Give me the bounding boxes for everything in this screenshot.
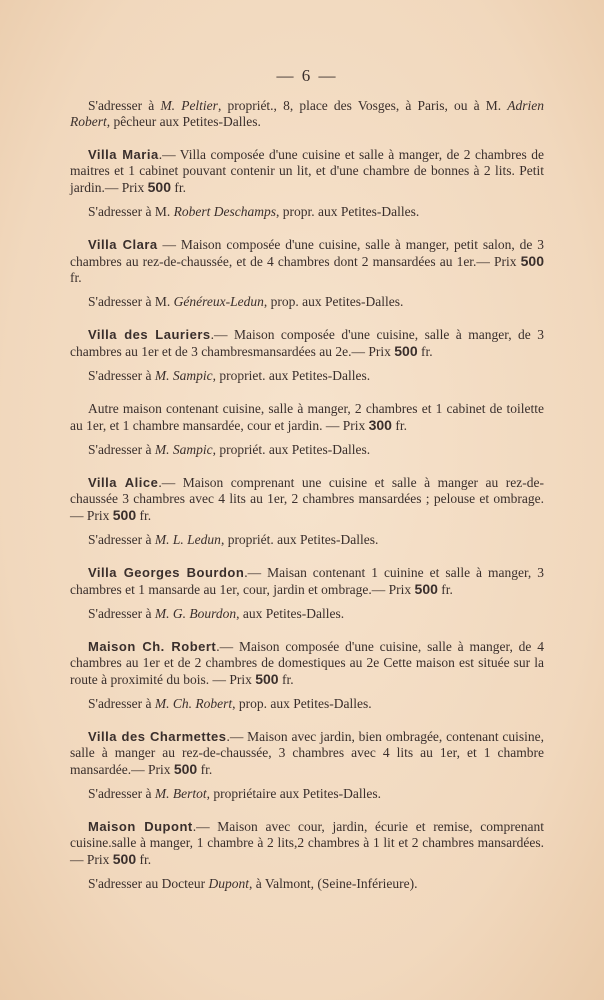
listing-contact [70, 606, 544, 622]
listing-description [70, 237, 544, 286]
listing-contact [70, 442, 544, 458]
contact-name: Dupont [208, 876, 250, 891]
listing-entry [70, 639, 544, 712]
contact-suffix: , aux Petites-Dalles. [236, 606, 345, 621]
listing-description [70, 327, 544, 360]
contact-prefix: S'adresser à M. [88, 204, 174, 219]
listing-price: 500 [255, 671, 279, 687]
listing-text: .— Maison avec jardin, bien ombragée, contenant cuisine, salle à manger au rez-de-chaussée, 3 chambres avec 4 lits au 1er, et 1 chambre mansardée.— Prix [70, 729, 544, 777]
listing-contact [70, 876, 544, 892]
listing-price: 500 [112, 507, 137, 523]
contact-prefix: S'adresser au Docteur [88, 876, 209, 891]
price-unit: fr. [417, 344, 433, 359]
owner-name: Adrien Robert [70, 98, 544, 129]
price-unit: fr. [278, 672, 294, 687]
contact-suffix: , propriét. aux Petites-Dalles. [220, 532, 379, 547]
contact-prefix: S'adresser à [88, 368, 155, 383]
owner-name: M. Peltier [160, 98, 218, 113]
price-unit: fr. [391, 418, 407, 433]
listing-price: 500 [173, 761, 198, 777]
contact-name: M. L. Ledun [154, 532, 221, 547]
listing-title: Villa Alice [88, 475, 159, 490]
listing-price: 500 [394, 343, 418, 359]
listing-text: .— Maison avec cour, jardin, écurie et remise, comprenant cuisine.salle à manger, 1 chambre à 2 lits,2 chambres à 1 lit et 2 chambres mansardées. — Prix [70, 819, 544, 867]
listing-entry [70, 565, 544, 622]
contact-prefix: S'adresser à [88, 786, 155, 801]
contact-name: M. Sampic [154, 442, 213, 457]
listing-contact [70, 696, 544, 712]
listing-contact [70, 294, 544, 310]
listing-entry [70, 237, 544, 310]
listing-description [70, 475, 544, 524]
price-unit: fr. [197, 762, 213, 777]
contact-name: Robert Deschamps [173, 204, 277, 219]
listing-price: 500 [147, 179, 171, 195]
entry-gap [70, 220, 544, 237]
listing-description [70, 639, 544, 688]
listing-contact [70, 786, 544, 802]
listing-price: 300 [368, 417, 392, 433]
listing-text: .— Maison composée d'une cuisine, salle à manger, de 3 chambres au 1er et de 3 chambresmansardées au 2e.— Prix [70, 327, 544, 359]
listing-title: Villa des Lauriers [88, 327, 211, 342]
entry-gap [70, 548, 544, 565]
listing-contact [70, 368, 544, 384]
listing-entry [70, 819, 544, 892]
entry-gap [70, 130, 544, 147]
listing-description [70, 401, 544, 434]
contact-name: M. Bertot [154, 786, 207, 801]
page-number: — 6 — [276, 66, 338, 85]
price-unit: fr. [170, 180, 186, 195]
listing-text: .— Maison composée d'une cuisine, salle à manger, de 4 chambres au 1er et de 2 chambres de domestiques au 2e Cette maison est située sur la route à proximité du bois. — Prix [70, 639, 544, 687]
contact-suffix: , prop. aux Petites-Dalles. [263, 294, 404, 309]
listing-title: Villa Clara [88, 237, 158, 252]
listing-text: Autre maison contenant cuisine, salle à manger, 2 chambres et 1 cabinet de toilette au 1er, et 1 chambre mansardée, cour et jardin. — Prix [70, 401, 544, 433]
listing-title: Villa Maria [88, 147, 159, 162]
listing-contact [70, 532, 544, 548]
contact-suffix: , propriét. aux Petites-Dalles. [212, 442, 371, 457]
listing-price: 500 [520, 253, 544, 269]
listing-entry [70, 147, 544, 220]
contact-suffix: , propriétaire aux Petites-Dalles. [206, 786, 381, 801]
contact-name: M. Sampic [154, 368, 213, 383]
contact-name: M. G. Bourdon [154, 606, 237, 621]
entry-gap [70, 712, 544, 729]
contact-prefix: S'adresser à [88, 442, 155, 457]
intro-contact: S'adresser à M. Peltier, propriét., 8, place des Vosges, à Paris, ou à M. Adrien Robert, pêcheur aux Petites-Dalles. [70, 98, 544, 129]
entry-gap [70, 384, 544, 401]
entry-gap [70, 310, 544, 327]
price-unit: fr. [437, 582, 453, 597]
contact-prefix: S'adresser à [88, 696, 155, 711]
listing-description [70, 729, 544, 778]
listing-entry [70, 729, 544, 802]
contact-suffix: , à Valmont, (Seine-Inférieure). [249, 876, 418, 891]
listing-description [70, 819, 544, 868]
entry-gap [70, 802, 544, 819]
listing-description [70, 147, 544, 196]
price-unit: fr. [136, 508, 152, 523]
contact-prefix: S'adresser à M. [88, 294, 174, 309]
entry-gap [70, 458, 544, 475]
listing-title: Maison Dupont [88, 819, 193, 834]
listing-text: .— Maison comprenant une cuisine et salle à manger au rez-de-chaussée 3 chambres avec 4 lits au 1er, 2 chambres mansardées ; pelouse et ombrage. — Prix [70, 475, 544, 523]
listing-title: Villa Georges Bourdon [88, 565, 245, 580]
contact-suffix: , propr. aux Petites-Dalles. [276, 204, 420, 219]
listing-title: Maison Ch. Robert [88, 639, 217, 654]
contact-suffix: , prop. aux Petites-Dalles. [232, 696, 372, 711]
entry-gap [70, 622, 544, 639]
contact-prefix: S'adresser à [88, 532, 155, 547]
listing-title: Villa des Charmettes [88, 729, 227, 744]
contact-name: Généreux-Ledun [173, 294, 264, 309]
contact-prefix: S'adresser à [88, 606, 155, 621]
listing-entry [70, 475, 544, 548]
listing-price: 500 [112, 851, 137, 867]
price-unit: fr. [70, 270, 82, 285]
listing-text: .— Maisan contenant 1 cuinine et salle à manger, 3 chambres et 1 mansarde au 1er, cour, jardin et ombrage.— Prix [70, 565, 544, 597]
listing-price: 500 [414, 581, 438, 597]
listing-text: — Maison composée d'une cuisine, salle à manger, petit salon, de 3 chambres au rez-de-chaussée, et de 4 chambres dont 2 mansardées au 1er.— Prix [70, 237, 545, 269]
listing-contact [70, 204, 544, 220]
listing-text: .— Villa composée d'une cuisine et salle à manger, de 2 chambres de maitres et 1 cabinet pouvant contenir un lit, et d'une chambre de bonnes à 2 lits. Petit jardin.— Prix [70, 147, 544, 195]
listing-entry [70, 401, 544, 458]
listing-description [70, 565, 544, 598]
contact-suffix: , propriet. aux Petites-Dalles. [212, 368, 371, 383]
listing-entry [70, 327, 544, 384]
contact-name: M. Ch. Robert [154, 696, 233, 711]
listings [70, 130, 544, 892]
price-unit: fr. [136, 852, 152, 867]
